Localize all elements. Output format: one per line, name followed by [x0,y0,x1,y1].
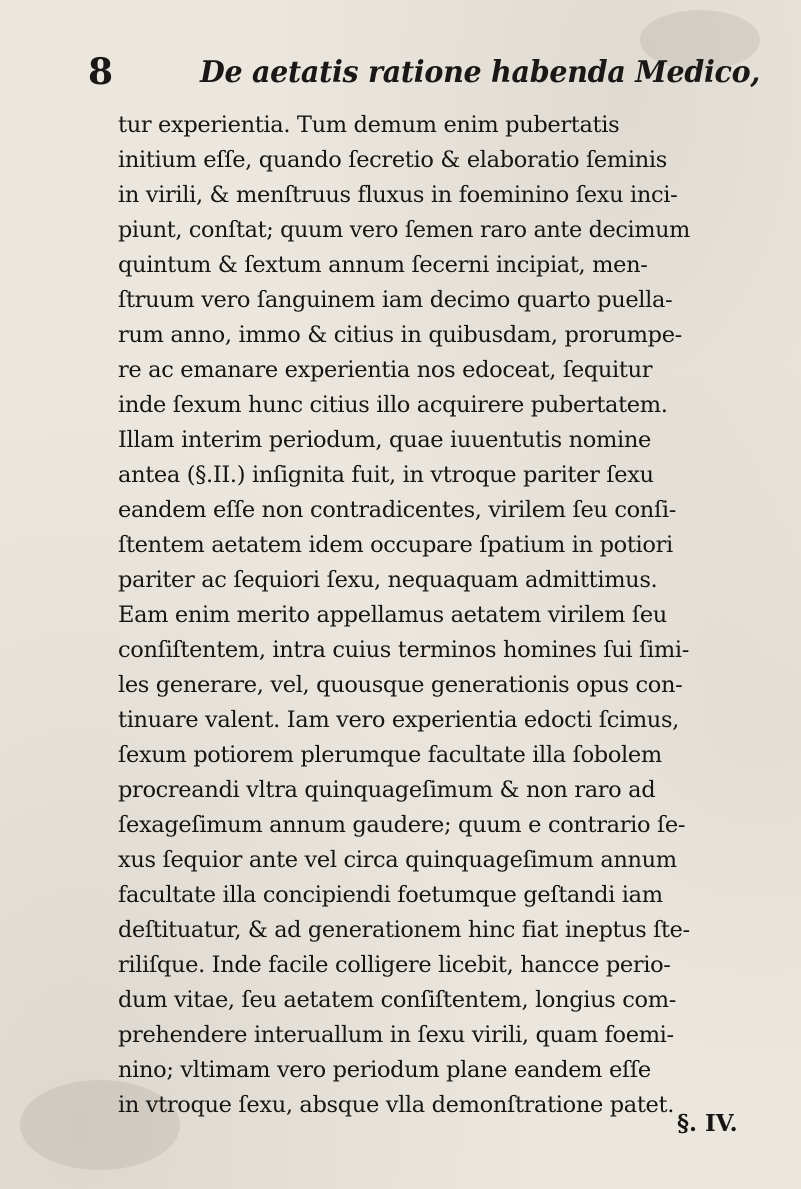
text-line: pariter ac ſequiori ſexu, nequaquam admittimus. [118,567,658,593]
text-line: in vtroque ſexu, absque vlla demonſtratione patet. [118,1092,675,1118]
text-line: re ac emanare experientia nos edoceat, ſequitur [118,357,653,383]
text-line: Eam enim merito appellamus aetatem virilem ſeu [118,602,667,628]
text-line: tinuare valent. Iam vero experientia edocti ſcimus, [118,707,679,733]
text-line: ſtruum vero ſanguinem iam decimo quarto puella- [118,287,673,313]
text-line: in virili, & menſtruus fluxus in foeminino ſexu inci- [118,182,678,208]
text-line: antea (§.II.) inſignita fuit, in vtroque pariter ſexu [118,462,654,488]
text-line: deſtituatur, & ad generationem hinc fiat ineptus ſte- [118,917,690,943]
text-line: nino; vltimam vero periodum plane eandem eſſe [118,1057,651,1083]
text-line: ſexum potiorem plerumque facultate illa ſobolem [118,742,662,768]
text-line: dum vitae, ſeu aetatem conſiſtentem, longius com- [118,987,676,1013]
text-line: prehendere interuallum in ſexu virili, quam foemi- [118,1022,674,1048]
page-header [88,50,761,100]
text-line: rum anno, immo & citius in quibusdam, prorumpe- [118,322,682,348]
text-line: les generare, vel, quousque generationis opus con- [118,672,683,698]
text-line: xus ſequior ante vel circa quinquageſimum annum [118,847,677,873]
text-line: facultate illa concipiendi foetumque geſtandi iam [118,882,663,908]
text-line: riliſque. Inde facile colligere licebit, hancce perio- [118,952,671,978]
text-line: piunt, conſtat; quum vero ſemen raro ante decimum [118,217,690,243]
text-line: tur experientia. Tum demum enim pubertatis [118,112,620,138]
text-line: procreandi vltra quinquageſimum & non raro ad [118,777,656,803]
text-line: ſexageſimum annum gaudere; quum e contrario ſe- [118,812,686,838]
page-number: 8 [88,51,114,93]
text-line: quintum & ſextum annum ſecerni incipiat, men- [118,252,648,278]
catchword: §. IV. [677,1110,738,1137]
running-head: De aetatis ratione habenda Medico, [200,55,761,90]
text-line: ſtentem aetatem idem occupare ſpatium in potiori [118,532,673,558]
text-line: eandem eſſe non contradicentes, virilem ſeu conſi- [118,497,677,523]
text-line: initium eſſe, quando ſecretio & elaboratio ſeminis [118,147,667,173]
text-line: Illam interim periodum, quae iuuentutis nomine [118,427,651,453]
text-line: inde ſexum hunc citius illo acquirere pubertatem. [118,392,668,418]
text-line: conſiſtentem, intra cuius terminos homines ſui ſimi- [118,637,689,663]
